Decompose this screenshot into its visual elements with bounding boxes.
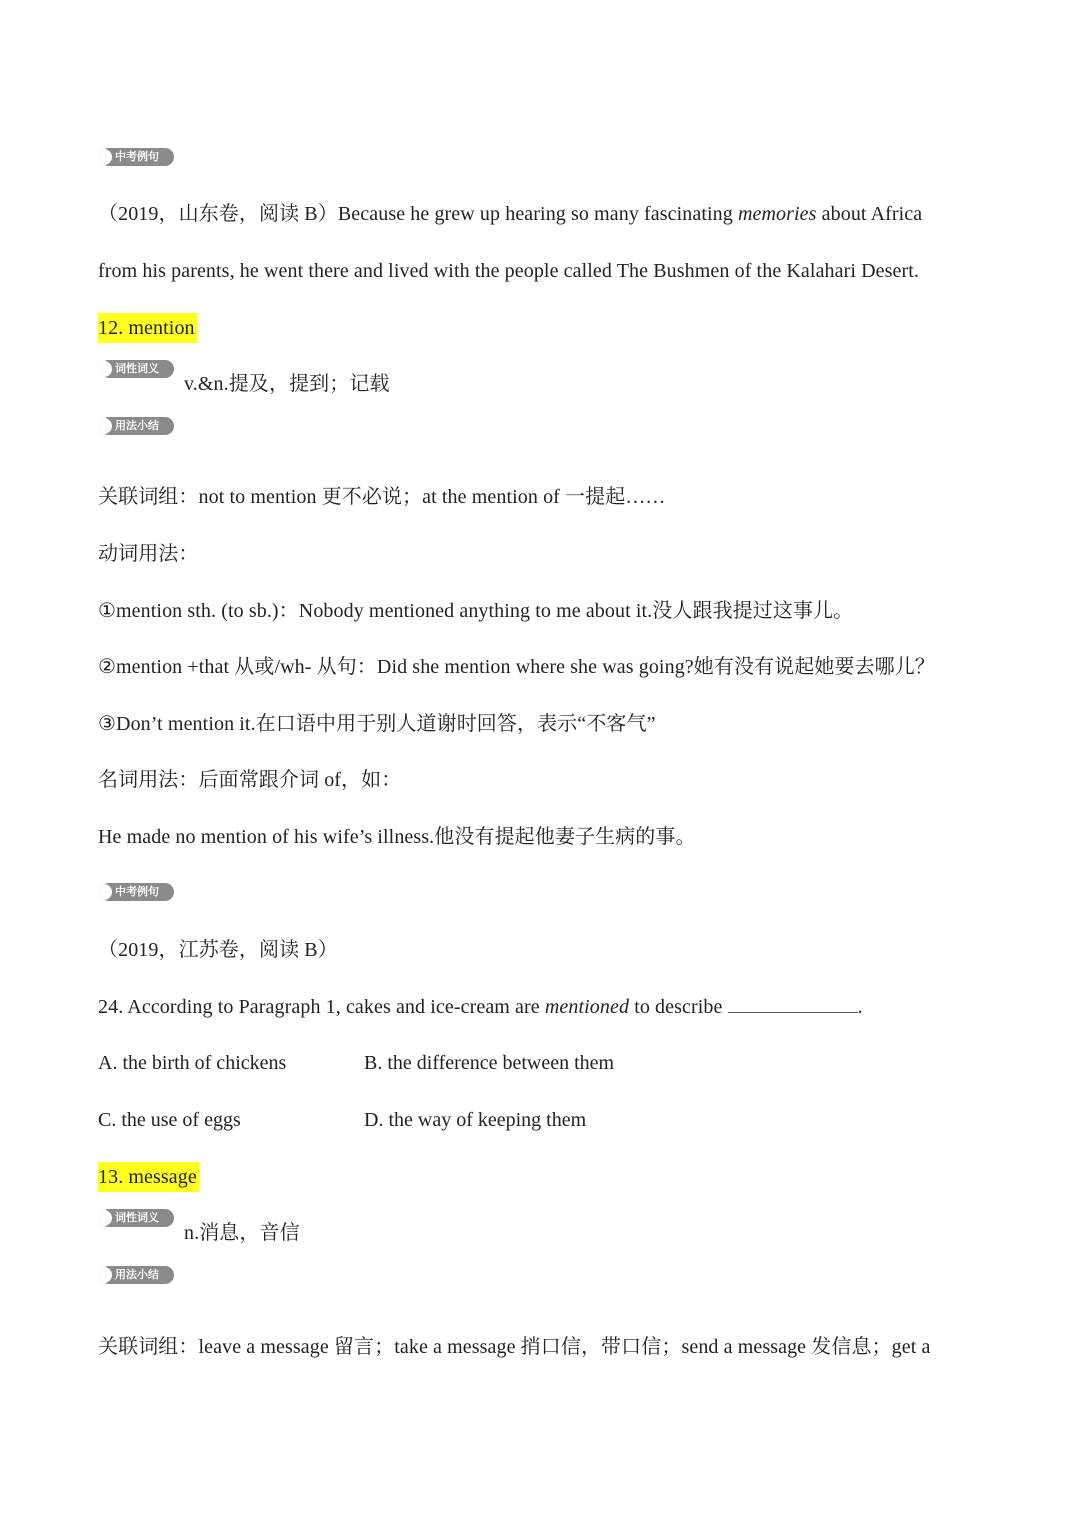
answer-blank (728, 994, 858, 1013)
question-24 (98, 993, 863, 1021)
option-c: C. the use of eggs (98, 1109, 241, 1131)
example-text: about Africa (816, 203, 923, 225)
word-heading-13 (98, 1163, 199, 1191)
example-source: （2019，山东卷，阅读 B） (98, 203, 338, 225)
example-text: Because he grew up hearing so many fascinating (337, 203, 738, 225)
word-meaning: v.&n.提及，提到；记载 (184, 373, 390, 395)
usage-summary-tag: 用法小结 (100, 417, 174, 435)
word-heading-text: 12. mention (98, 313, 197, 343)
exam-example-tag: 中考例句 (100, 148, 174, 166)
noun-usage-title: 名词用法：后面常跟介词 of，如： (98, 769, 402, 791)
noun-usage-example: He made no mention of his wife’s illness.他没有提起他妻子生病的事。 (98, 826, 696, 848)
verb-usage-title: 动词用法： (98, 543, 199, 565)
meaning-tag: 词性词义 (100, 1209, 174, 1227)
example-source: （2019，江苏卷，阅读 B） (98, 939, 338, 961)
meaning-tag: 词性词义 (100, 360, 174, 378)
related-phrases: 关联词组：leave a message 留言；take a message 捎口信，带口信；send a message 发信息；get a (98, 1336, 931, 1358)
example-sentence-line-1 (98, 200, 922, 228)
exam-example-tag: 中考例句 (100, 883, 174, 901)
question-text: 24. According to Paragraph 1, cakes and ice-cream are (98, 996, 545, 1018)
question-text: . (857, 996, 863, 1018)
option-d: D. the way of keeping them (364, 1109, 587, 1131)
question-emphasis-word: mentioned (544, 996, 630, 1018)
related-phrases: 关联词组：not to mention 更不必说；at the mention of 一提起…… (98, 486, 666, 508)
option-a: A. the birth of chickens (98, 1052, 287, 1074)
question-text: to describe (629, 996, 728, 1018)
word-meaning: n.消息，音信 (184, 1222, 300, 1244)
example-emphasis-word: memories (737, 203, 817, 225)
usage-summary-tag: 用法小结 (100, 1266, 174, 1284)
usage-item-3: ③Don’t mention it.在口语中用于别人道谢时回答，表示“不客气” (98, 713, 656, 735)
usage-item-1: ①mention sth. (to sb.)：Nobody mentioned anything to me about it.没人跟我提过这事儿。 (98, 600, 854, 622)
word-heading-text: 13. message (98, 1162, 199, 1192)
usage-item-2: ②mention +that 从或/wh- 从句：Did she mention where she was going?她有没有说起她要去哪儿？ (98, 656, 935, 678)
word-heading-12 (98, 314, 197, 342)
example-sentence-line-2: from his parents, he went there and lived with the people called The Bushmen of the Kalahari Desert. (98, 260, 920, 282)
option-b: B. the difference between them (364, 1052, 615, 1074)
